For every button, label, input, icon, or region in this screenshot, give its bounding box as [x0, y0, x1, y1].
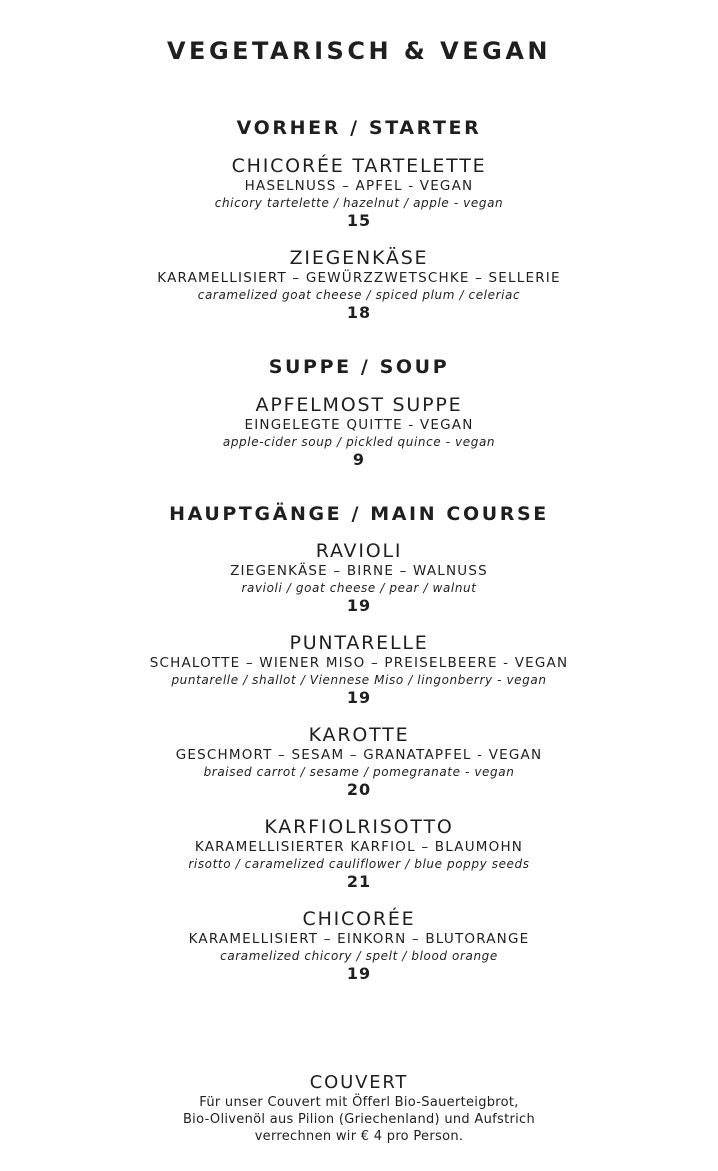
dish-description-english: puntarelle / shallot / Viennese Miso / lingonberry - vegan — [171, 673, 547, 687]
dish-name: ZIEGENKÄSE — [289, 247, 429, 269]
dish-description-english: caramelized chicory / spelt / blood orange — [220, 949, 498, 963]
dish-description-german: EINGELEGTE QUITTE - VEGAN — [244, 417, 474, 433]
dish-description-german: KARAMELLISIERTER KARFIOL – BLAUMOHN — [194, 839, 524, 855]
dish-description-german: KARAMELLISIERT – EINKORN – BLUTORANGE — [188, 931, 530, 947]
dish-ziegenkaese — [0, 247, 718, 323]
dish-price: 18 — [346, 303, 372, 322]
dish-puntarelle — [0, 632, 718, 708]
dish-description-german: SCHALOTTE – WIENER MISO – PREISELBEERE - VEGAN — [149, 655, 569, 671]
dish-price: 20 — [346, 780, 372, 799]
dish-description-english: apple-cider soup / pickled quince - vegan — [222, 435, 496, 449]
dish-chicoree-tartelette — [0, 155, 718, 231]
section-title-starter: VORHER / STARTER — [236, 117, 482, 139]
dish-karotte — [0, 724, 718, 800]
dish-name: APFELMOST SUPPE — [255, 394, 463, 416]
dish-description-english: braised carrot / sesame / pomegranate - vegan — [203, 765, 515, 779]
dish-ravioli — [0, 540, 718, 616]
couvert-title: COUVERT — [309, 1072, 409, 1093]
dish-price: 9 — [352, 450, 366, 469]
dish-karfiolrisotto — [0, 816, 718, 892]
couvert-text-line: Für unser Couvert mit Öfferl Bio-Sauerteigbrot, — [199, 1095, 519, 1110]
dish-description-english: caramelized goat cheese / spiced plum / celeriac — [197, 288, 521, 302]
couvert-text-line: verrechnen wir € 4 pro Person. — [254, 1129, 464, 1144]
dish-name: CHICORÉE — [302, 908, 416, 930]
dish-price: 21 — [346, 872, 372, 891]
dish-description-german: HASELNUSS – APFEL - VEGAN — [244, 178, 474, 194]
dish-price: 19 — [346, 688, 372, 707]
dish-price: 15 — [346, 211, 372, 230]
dish-description-english: chicory tartelette / hazelnut / apple - vegan — [214, 196, 504, 210]
dish-price: 19 — [346, 596, 372, 615]
dish-chicoree — [0, 908, 718, 984]
dish-name: CHICORÉE TARTELETTE — [231, 155, 487, 177]
couvert-text-line: Bio-Olivenöl aus Pilion (Griechenland) und Aufstrich — [182, 1112, 536, 1127]
dish-description-german: ZIEGENKÄSE – BIRNE – WALNUSS — [230, 563, 488, 579]
dish-name: RAVIOLI — [315, 540, 403, 562]
couvert-block — [0, 1072, 718, 1145]
dish-name: KARFIOLRISOTTO — [264, 816, 454, 838]
dish-apfelmost-suppe — [0, 394, 718, 470]
dish-price: 19 — [346, 964, 372, 983]
dish-description-english: ravioli / goat cheese / pear / walnut — [241, 581, 477, 595]
dish-description-german: GESCHMORT – SESAM – GRANATAPFEL - VEGAN — [175, 747, 543, 763]
section-title-main-course: HAUPTGÄNGE / MAIN COURSE — [169, 503, 549, 525]
dish-name: KAROTTE — [308, 724, 410, 746]
dish-name: PUNTARELLE — [289, 632, 429, 654]
section-title-soup: SUPPE / SOUP — [268, 356, 450, 378]
dish-description-german: KARAMELLISIERT – GEWÜRZZWETSCHKE – SELLERIE — [157, 270, 561, 286]
dish-description-english: risotto / caramelized cauliflower / blue poppy seeds — [188, 857, 530, 871]
menu-title: VEGETARISCH & VEGAN — [166, 37, 551, 65]
